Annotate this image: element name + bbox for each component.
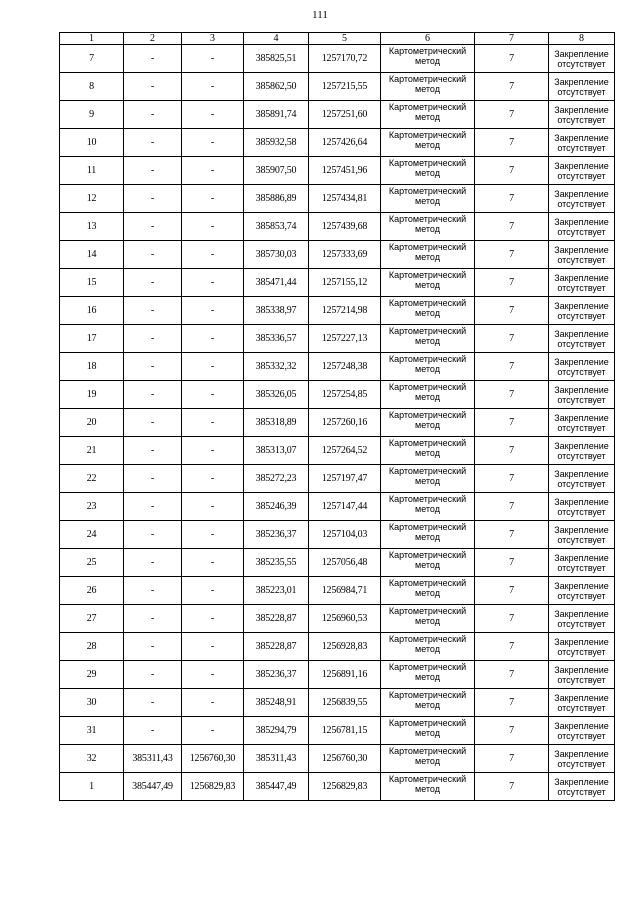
cell-old-y: - [182, 353, 244, 381]
table-row [60, 269, 615, 297]
cell-new-x: 385471,44 [244, 269, 309, 297]
cell-new-y: 1257147,44 [309, 493, 381, 521]
cell-old-x: 385447,49 [124, 773, 182, 801]
cell-new-x: 385228,87 [244, 633, 309, 661]
cell-new-x: 385332,32 [244, 353, 309, 381]
cell-new-x: 385246,39 [244, 493, 309, 521]
cell-fixation: Закрепление отсутствует [549, 745, 615, 773]
cell-point-number: 16 [60, 297, 124, 325]
cell-fixation: Закрепление отсутствует [549, 717, 615, 745]
cell-new-x: 385272,23 [244, 465, 309, 493]
cell-method: Картометрический метод [381, 353, 475, 381]
cell-new-x: 385326,05 [244, 381, 309, 409]
cell-new-x: 385447,49 [244, 773, 309, 801]
cell-method: Картометрический метод [381, 661, 475, 689]
table-row [60, 297, 615, 325]
cell-accuracy: 7 [475, 269, 549, 297]
cell-point-number: 27 [60, 605, 124, 633]
cell-new-y: 1256891,16 [309, 661, 381, 689]
table-row [60, 45, 615, 73]
cell-fixation: Закрепление отсутствует [549, 297, 615, 325]
cell-method: Картометрический метод [381, 717, 475, 745]
cell-old-y: - [182, 325, 244, 353]
cell-point-number: 25 [60, 549, 124, 577]
cell-point-number: 32 [60, 745, 124, 773]
cell-point-number: 14 [60, 241, 124, 269]
cell-fixation: Закрепление отсутствует [549, 185, 615, 213]
cell-old-y: - [182, 465, 244, 493]
cell-old-y: - [182, 269, 244, 297]
cell-new-x: 385248,91 [244, 689, 309, 717]
cell-accuracy: 7 [475, 409, 549, 437]
column-header: 4 [244, 33, 309, 45]
cell-fixation: Закрепление отсутствует [549, 493, 615, 521]
cell-accuracy: 7 [475, 549, 549, 577]
cell-method: Картометрический метод [381, 773, 475, 801]
cell-fixation: Закрепление отсутствует [549, 633, 615, 661]
cell-point-number: 23 [60, 493, 124, 521]
cell-new-x: 385318,89 [244, 409, 309, 437]
cell-new-y: 1257451,96 [309, 157, 381, 185]
cell-new-x: 385311,43 [244, 745, 309, 773]
cell-point-number: 12 [60, 185, 124, 213]
cell-fixation: Закрепление отсутствует [549, 549, 615, 577]
cell-new-y: 1256928,83 [309, 633, 381, 661]
cell-old-x: - [124, 437, 182, 465]
cell-accuracy: 7 [475, 241, 549, 269]
cell-new-x: 385891,74 [244, 101, 309, 129]
cell-new-y: 1257434,81 [309, 185, 381, 213]
cell-accuracy: 7 [475, 185, 549, 213]
cell-method: Картометрический метод [381, 437, 475, 465]
cell-accuracy: 7 [475, 605, 549, 633]
table-row [60, 745, 615, 773]
cell-accuracy: 7 [475, 325, 549, 353]
cell-new-y: 1257197,47 [309, 465, 381, 493]
cell-old-x: - [124, 661, 182, 689]
cell-method: Картометрический метод [381, 45, 475, 73]
cell-new-x: 385236,37 [244, 661, 309, 689]
cell-point-number: 17 [60, 325, 124, 353]
cell-new-x: 385235,55 [244, 549, 309, 577]
table-row [60, 577, 615, 605]
cell-old-x: - [124, 493, 182, 521]
cell-fixation: Закрепление отсутствует [549, 381, 615, 409]
cell-new-y: 1256984,71 [309, 577, 381, 605]
table-row [60, 661, 615, 689]
cell-old-y: - [182, 45, 244, 73]
cell-new-y: 1256829,83 [309, 773, 381, 801]
cell-new-y: 1257170,72 [309, 45, 381, 73]
cell-old-y: - [182, 689, 244, 717]
cell-accuracy: 7 [475, 717, 549, 745]
cell-accuracy: 7 [475, 73, 549, 101]
cell-accuracy: 7 [475, 129, 549, 157]
cell-fixation: Закрепление отсутствует [549, 409, 615, 437]
cell-new-y: 1257227,13 [309, 325, 381, 353]
cell-old-x: - [124, 101, 182, 129]
cell-accuracy: 7 [475, 213, 549, 241]
cell-point-number: 20 [60, 409, 124, 437]
table-body [60, 45, 615, 801]
cell-method: Картометрический метод [381, 213, 475, 241]
cell-old-y: - [182, 577, 244, 605]
cell-method: Картометрический метод [381, 521, 475, 549]
cell-accuracy: 7 [475, 297, 549, 325]
cell-point-number: 31 [60, 717, 124, 745]
cell-point-number: 9 [60, 101, 124, 129]
cell-accuracy: 7 [475, 689, 549, 717]
cell-method: Картометрический метод [381, 689, 475, 717]
cell-fixation: Закрепление отсутствует [549, 773, 615, 801]
column-header: 5 [309, 33, 381, 45]
cell-accuracy: 7 [475, 773, 549, 801]
table-row [60, 381, 615, 409]
cell-new-y: 1257264,52 [309, 437, 381, 465]
cell-new-y: 1257248,38 [309, 353, 381, 381]
cell-old-x: - [124, 605, 182, 633]
table-row [60, 549, 615, 577]
table-row [60, 129, 615, 157]
cell-old-x: - [124, 409, 182, 437]
cell-old-y: - [182, 157, 244, 185]
cell-new-y: 1257214,98 [309, 297, 381, 325]
cell-point-number: 21 [60, 437, 124, 465]
cell-new-x: 385853,74 [244, 213, 309, 241]
table-row [60, 409, 615, 437]
cell-new-x: 385294,79 [244, 717, 309, 745]
cell-old-x: - [124, 45, 182, 73]
coordinates-table [59, 32, 615, 801]
cell-new-y: 1257254,85 [309, 381, 381, 409]
cell-old-x: - [124, 577, 182, 605]
cell-method: Картометрический метод [381, 745, 475, 773]
table-row [60, 605, 615, 633]
cell-new-x: 385825,51 [244, 45, 309, 73]
cell-old-y: - [182, 521, 244, 549]
cell-new-y: 1257439,68 [309, 213, 381, 241]
table-row [60, 493, 615, 521]
cell-old-y: - [182, 633, 244, 661]
cell-old-x: - [124, 689, 182, 717]
cell-fixation: Закрепление отсутствует [549, 661, 615, 689]
cell-accuracy: 7 [475, 745, 549, 773]
cell-new-y: 1257260,16 [309, 409, 381, 437]
cell-new-y: 1257251,60 [309, 101, 381, 129]
cell-new-x: 385862,50 [244, 73, 309, 101]
cell-old-x: 385311,43 [124, 745, 182, 773]
cell-fixation: Закрепление отсутствует [549, 129, 615, 157]
cell-old-y: - [182, 493, 244, 521]
cell-new-y: 1257426,64 [309, 129, 381, 157]
cell-point-number: 19 [60, 381, 124, 409]
cell-accuracy: 7 [475, 521, 549, 549]
cell-point-number: 22 [60, 465, 124, 493]
cell-new-x: 385907,50 [244, 157, 309, 185]
cell-new-x: 385338,97 [244, 297, 309, 325]
cell-method: Картометрический метод [381, 633, 475, 661]
cell-accuracy: 7 [475, 437, 549, 465]
cell-fixation: Закрепление отсутствует [549, 605, 615, 633]
cell-point-number: 28 [60, 633, 124, 661]
cell-new-y: 1256960,53 [309, 605, 381, 633]
table-row [60, 689, 615, 717]
cell-point-number: 18 [60, 353, 124, 381]
cell-old-x: - [124, 241, 182, 269]
cell-new-x: 385932,58 [244, 129, 309, 157]
cell-accuracy: 7 [475, 465, 549, 493]
cell-fixation: Закрепление отсутствует [549, 437, 615, 465]
cell-method: Картометрический метод [381, 129, 475, 157]
cell-new-y: 1256839,55 [309, 689, 381, 717]
cell-method: Картометрический метод [381, 101, 475, 129]
cell-method: Картометрический метод [381, 577, 475, 605]
table-row [60, 241, 615, 269]
cell-method: Картометрический метод [381, 605, 475, 633]
cell-new-x: 385236,37 [244, 521, 309, 549]
cell-old-x: - [124, 157, 182, 185]
table-row [60, 773, 615, 801]
cell-point-number: 1 [60, 773, 124, 801]
cell-accuracy: 7 [475, 101, 549, 129]
cell-fixation: Закрепление отсутствует [549, 577, 615, 605]
cell-old-x: - [124, 521, 182, 549]
table-row [60, 185, 615, 213]
cell-point-number: 10 [60, 129, 124, 157]
cell-old-y: - [182, 213, 244, 241]
table-row [60, 325, 615, 353]
cell-old-x: - [124, 353, 182, 381]
cell-new-y: 1257155,12 [309, 269, 381, 297]
cell-new-y: 1257056,48 [309, 549, 381, 577]
cell-old-x: - [124, 549, 182, 577]
cell-fixation: Закрепление отсутствует [549, 157, 615, 185]
cell-old-x: - [124, 213, 182, 241]
cell-old-y: - [182, 241, 244, 269]
cell-old-y: - [182, 717, 244, 745]
cell-old-x: - [124, 465, 182, 493]
cell-method: Картометрический метод [381, 409, 475, 437]
cell-accuracy: 7 [475, 493, 549, 521]
cell-fixation: Закрепление отсутствует [549, 269, 615, 297]
cell-fixation: Закрепление отсутствует [549, 73, 615, 101]
column-header: 8 [549, 33, 615, 45]
cell-fixation: Закрепление отсутствует [549, 45, 615, 73]
table-row [60, 465, 615, 493]
cell-accuracy: 7 [475, 633, 549, 661]
cell-method: Картометрический метод [381, 297, 475, 325]
cell-old-y: - [182, 549, 244, 577]
cell-old-y: - [182, 409, 244, 437]
cell-old-x: - [124, 73, 182, 101]
cell-new-x: 385886,89 [244, 185, 309, 213]
table-row [60, 521, 615, 549]
cell-accuracy: 7 [475, 157, 549, 185]
cell-method: Картометрический метод [381, 73, 475, 101]
cell-new-x: 385228,87 [244, 605, 309, 633]
cell-new-y: 1256760,30 [309, 745, 381, 773]
column-header: 7 [475, 33, 549, 45]
cell-method: Картометрический метод [381, 241, 475, 269]
cell-accuracy: 7 [475, 353, 549, 381]
cell-point-number: 26 [60, 577, 124, 605]
cell-method: Картометрический метод [381, 269, 475, 297]
cell-old-x: - [124, 129, 182, 157]
table-row [60, 437, 615, 465]
cell-new-x: 385730,03 [244, 241, 309, 269]
cell-old-x: - [124, 325, 182, 353]
cell-fixation: Закрепление отсутствует [549, 465, 615, 493]
cell-method: Картометрический метод [381, 549, 475, 577]
cell-old-x: - [124, 297, 182, 325]
cell-old-y: 1256829,83 [182, 773, 244, 801]
cell-old-y: - [182, 297, 244, 325]
cell-fixation: Закрепление отсутствует [549, 101, 615, 129]
cell-old-y: - [182, 73, 244, 101]
page-number: 111 [312, 9, 328, 21]
cell-point-number: 24 [60, 521, 124, 549]
cell-old-y: - [182, 661, 244, 689]
column-header: 6 [381, 33, 475, 45]
cell-method: Картометрический метод [381, 493, 475, 521]
table-row [60, 73, 615, 101]
table-row [60, 633, 615, 661]
cell-accuracy: 7 [475, 381, 549, 409]
header-row [60, 33, 615, 45]
cell-point-number: 29 [60, 661, 124, 689]
cell-point-number: 30 [60, 689, 124, 717]
column-header: 3 [182, 33, 244, 45]
cell-new-x: 385223,01 [244, 577, 309, 605]
cell-fixation: Закрепление отсутствует [549, 689, 615, 717]
cell-old-x: - [124, 185, 182, 213]
column-header: 1 [60, 33, 124, 45]
cell-method: Картометрический метод [381, 325, 475, 353]
cell-point-number: 15 [60, 269, 124, 297]
cell-old-y: - [182, 381, 244, 409]
cell-old-y: - [182, 129, 244, 157]
cell-method: Картометрический метод [381, 185, 475, 213]
cell-method: Картометрический метод [381, 381, 475, 409]
cell-new-y: 1257215,55 [309, 73, 381, 101]
cell-new-y: 1256781,15 [309, 717, 381, 745]
cell-old-y: 1256760,30 [182, 745, 244, 773]
cell-old-y: - [182, 605, 244, 633]
cell-fixation: Закрепление отсутствует [549, 213, 615, 241]
cell-method: Картометрический метод [381, 157, 475, 185]
table-row [60, 717, 615, 745]
cell-old-y: - [182, 437, 244, 465]
cell-point-number: 8 [60, 73, 124, 101]
cell-accuracy: 7 [475, 577, 549, 605]
cell-fixation: Закрепление отсутствует [549, 325, 615, 353]
column-header: 2 [124, 33, 182, 45]
table-row [60, 353, 615, 381]
cell-new-y: 1257104,03 [309, 521, 381, 549]
cell-point-number: 11 [60, 157, 124, 185]
cell-new-y: 1257333,69 [309, 241, 381, 269]
cell-old-x: - [124, 269, 182, 297]
cell-accuracy: 7 [475, 661, 549, 689]
table-row [60, 157, 615, 185]
cell-method: Картометрический метод [381, 465, 475, 493]
cell-point-number: 7 [60, 45, 124, 73]
cell-fixation: Закрепление отсутствует [549, 241, 615, 269]
table-row [60, 213, 615, 241]
cell-new-x: 385336,57 [244, 325, 309, 353]
cell-old-x: - [124, 717, 182, 745]
cell-old-x: - [124, 633, 182, 661]
cell-fixation: Закрепление отсутствует [549, 353, 615, 381]
cell-fixation: Закрепление отсутствует [549, 521, 615, 549]
cell-old-x: - [124, 381, 182, 409]
cell-point-number: 13 [60, 213, 124, 241]
cell-old-y: - [182, 185, 244, 213]
cell-accuracy: 7 [475, 45, 549, 73]
table-row [60, 101, 615, 129]
cell-new-x: 385313,07 [244, 437, 309, 465]
cell-old-y: - [182, 101, 244, 129]
